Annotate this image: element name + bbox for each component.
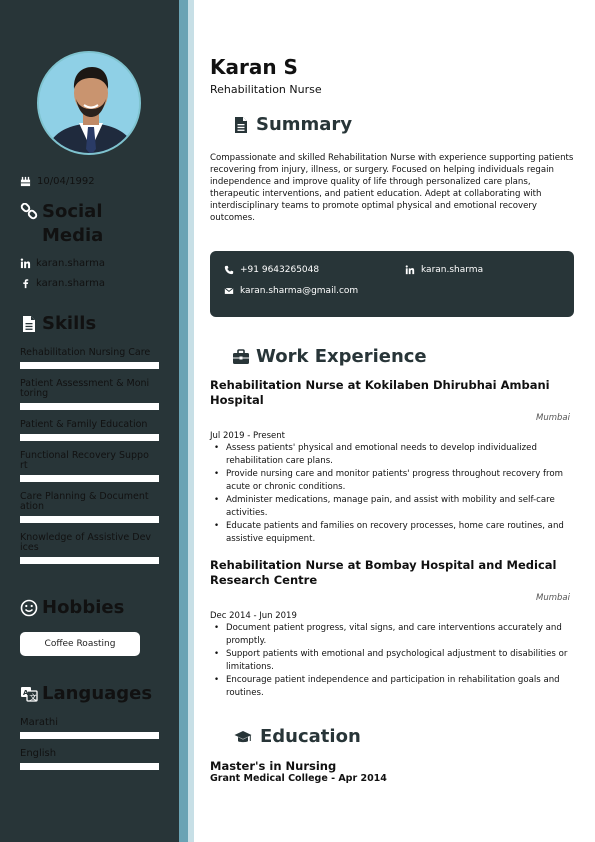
linkedin-icon <box>405 265 415 275</box>
document-icon <box>20 315 38 333</box>
accent-stripe-light <box>188 0 194 842</box>
summary-heading <box>232 114 352 135</box>
languages-heading-text: Languages <box>42 683 153 704</box>
work-experience-heading <box>232 346 427 367</box>
svg-text:A: A <box>23 689 29 697</box>
linkedin-icon <box>20 258 31 269</box>
email-icon <box>224 286 234 296</box>
skill-item <box>20 533 159 564</box>
dob-text: 10/04/1992 <box>37 176 95 187</box>
list-item: • Document patient progress, vital signs, and care interventions accurately and promptly. <box>226 622 576 648</box>
skill-label: Patient & Family Education <box>20 419 148 430</box>
job-bullets <box>226 622 576 700</box>
graduation-cap-icon <box>232 728 254 746</box>
contact-phone[interactable] <box>224 265 319 275</box>
facebook-handle: karan.sharma <box>36 278 105 289</box>
linkedin-handle: karan.sharma <box>36 258 105 269</box>
skill-label: Rehabilitation Nursing Care <box>20 347 151 358</box>
candidate-name: Karan S <box>210 55 298 79</box>
degree: Master's in Nursing <box>210 759 337 773</box>
summary-text: Compassionate and skilled Rehabilitation Nurse with experience supporting patients recovering from injury, illness, or surgery. Focused on helping individuals regain independence and improve quality of life through personalized care plans, therapeutic interventions, and patient education. Adept at collaborating with interdisciplinary teams to promote optimal physical and emotional recovery outcomes. <box>210 153 574 223</box>
skill-level-bar <box>20 516 159 523</box>
languages-heading <box>20 682 152 706</box>
skill-level-bar <box>20 362 159 369</box>
job-title: Rehabilitation Nurse at Kokilaben Dhirubhai Ambani Hospital <box>210 378 550 407</box>
skill-level-bar <box>20 475 159 482</box>
calendar-icon <box>20 176 31 187</box>
facebook-icon <box>20 278 31 289</box>
contact-panel <box>210 251 574 317</box>
skill-level-bar <box>20 557 159 564</box>
list-item: • Provide nursing care and monitor patients' progress throughout recovery from acute or chronic conditions. <box>226 468 576 494</box>
hobbies-heading-text: Hobbies <box>42 597 125 618</box>
skill-item <box>20 451 159 482</box>
skill-label: Functional Recovery Suppo rt <box>20 450 149 471</box>
education-heading-text: Education <box>260 726 361 747</box>
language-label: Marathi <box>20 717 59 728</box>
skill-label: Knowledge of Assistive Dev ices <box>20 532 152 553</box>
email-address: karan.sharma@gmail.com <box>240 286 359 296</box>
skill-item <box>20 492 159 523</box>
date-of-birth <box>20 176 95 187</box>
skill-item <box>20 379 159 410</box>
phone-number: +91 9643265048 <box>240 265 320 275</box>
work-experience-heading-text: Work Experience <box>256 346 427 367</box>
social-media-heading <box>20 200 152 248</box>
summary-heading-text: Summary <box>256 114 353 135</box>
linkedin-handle: karan.sharma <box>421 265 484 275</box>
list-item: • Encourage patient independence and participation in rehabilitation goals and routines. <box>226 674 576 700</box>
school: Grant Medical College - Apr 2014 <box>210 773 387 784</box>
list-item: • Support patients with emotional and psychological adjustment to disabilities or limitations. <box>226 648 576 674</box>
smiley-icon <box>20 599 38 617</box>
skill-item <box>20 348 159 369</box>
avatar <box>37 51 141 155</box>
list-item: • Assess patients' physical and emotional needs to develop individualized rehabilitation care plans. <box>226 442 576 468</box>
skill-label: Care Planning & Document ation <box>20 491 149 512</box>
contact-linkedin[interactable] <box>405 265 483 275</box>
skill-level-bar <box>20 403 159 410</box>
link-icon <box>20 203 38 221</box>
candidate-title: Rehabilitation Nurse <box>210 83 322 96</box>
social-media-heading-text: Social Media <box>42 201 104 246</box>
list-item: • Educate patients and families on recovery processes, home care routines, and assistive equipment. <box>226 520 576 546</box>
education-heading <box>232 726 361 747</box>
language-icon <box>20 685 38 703</box>
language-item <box>20 717 159 739</box>
skill-level-bar <box>20 434 159 441</box>
skill-item <box>20 420 159 441</box>
job-location: Mumbai <box>536 593 570 603</box>
hobby-pill: Coffee Roasting <box>20 632 140 656</box>
social-linkedin[interactable] <box>20 258 105 269</box>
skills-heading-text: Skills <box>42 313 97 334</box>
briefcase-icon <box>232 348 250 366</box>
person-photo-icon <box>39 53 141 155</box>
skill-label: Patient Assessment & Moni toring <box>20 378 150 399</box>
job-title: Rehabilitation Nurse at Bombay Hospital and Medical Research Centre <box>210 558 557 587</box>
list-item: • Administer medications, manage pain, and assist with mobility and self-care activities. <box>226 494 576 520</box>
accent-stripe <box>179 0 188 842</box>
language-label: English <box>20 748 57 759</box>
svg-text:文: 文 <box>29 693 37 702</box>
job-dates: Dec 2014 - Jun 2019 <box>210 611 297 621</box>
language-item <box>20 748 159 770</box>
job-location: Mumbai <box>536 413 570 423</box>
contact-email[interactable] <box>224 286 358 296</box>
hobbies-heading <box>20 596 152 620</box>
language-level-bar <box>20 763 159 770</box>
document-icon <box>232 116 250 134</box>
language-level-bar <box>20 732 159 739</box>
phone-icon <box>224 265 234 275</box>
skills-heading <box>20 312 152 336</box>
job-bullets <box>226 442 576 546</box>
social-facebook[interactable] <box>20 278 105 289</box>
job-dates: Jul 2019 - Present <box>210 431 285 441</box>
